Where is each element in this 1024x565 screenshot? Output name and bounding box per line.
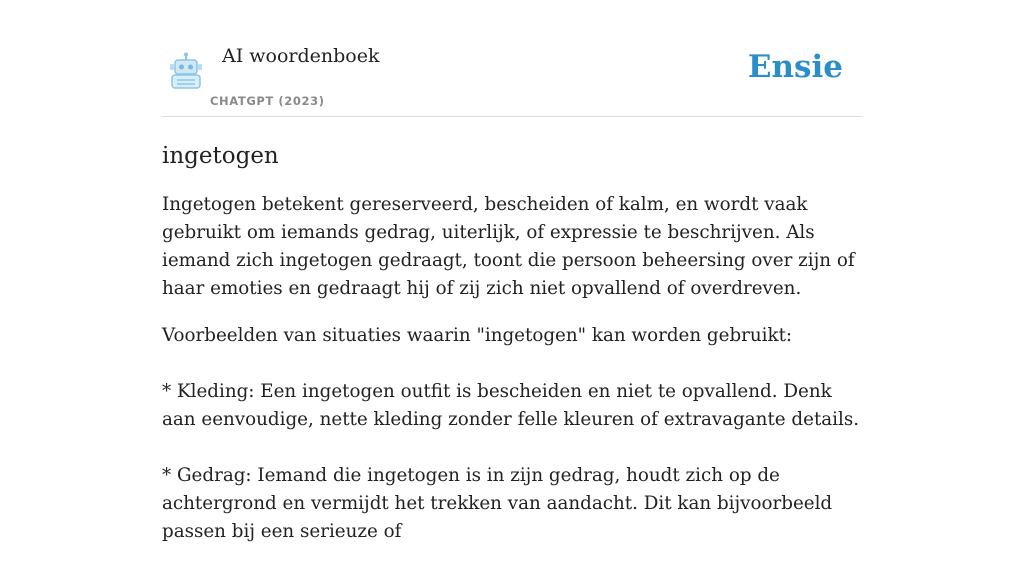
entry-term: ingetogen	[162, 143, 279, 169]
source-label: CHATGPT (2023)	[210, 94, 325, 108]
robot-icon	[166, 52, 206, 90]
examples-paragraph: Voorbeelden van situaties waarin "ingetogen" kan worden gebruikt: * Kleding: Een ingetogen outfit is bescheiden en niet te opvallend. Denk aan eenvoudige, nette kleding zonder felle kleuren of extravagante details. * Gedrag: Iemand die ingetogen is in zijn gedrag, houdt zich op de achtergrond en vermijdt het trekken van aandacht. Dit kan bijvoorbeeld passen bij een serieuze of	[162, 325, 860, 542]
page-container	[162, 0, 862, 565]
entry-definition	[162, 191, 862, 546]
definition-paragraph: Ingetogen betekent gereserveerd, bescheiden of kalm, en wordt vaak gebruikt om iemands gedrag, uiterlijk, of expressie te beschrijven. Als iemand zich ingetogen gedraagt, toont die persoon beheersing over zijn of haar emoties en gedraagt hij of zij zich niet opvallend of overdreven.	[162, 194, 855, 299]
site-header	[162, 0, 862, 117]
site-title[interactable]: AI woordenboek	[222, 45, 380, 67]
brand-logo[interactable]: Ensie	[747, 49, 843, 85]
